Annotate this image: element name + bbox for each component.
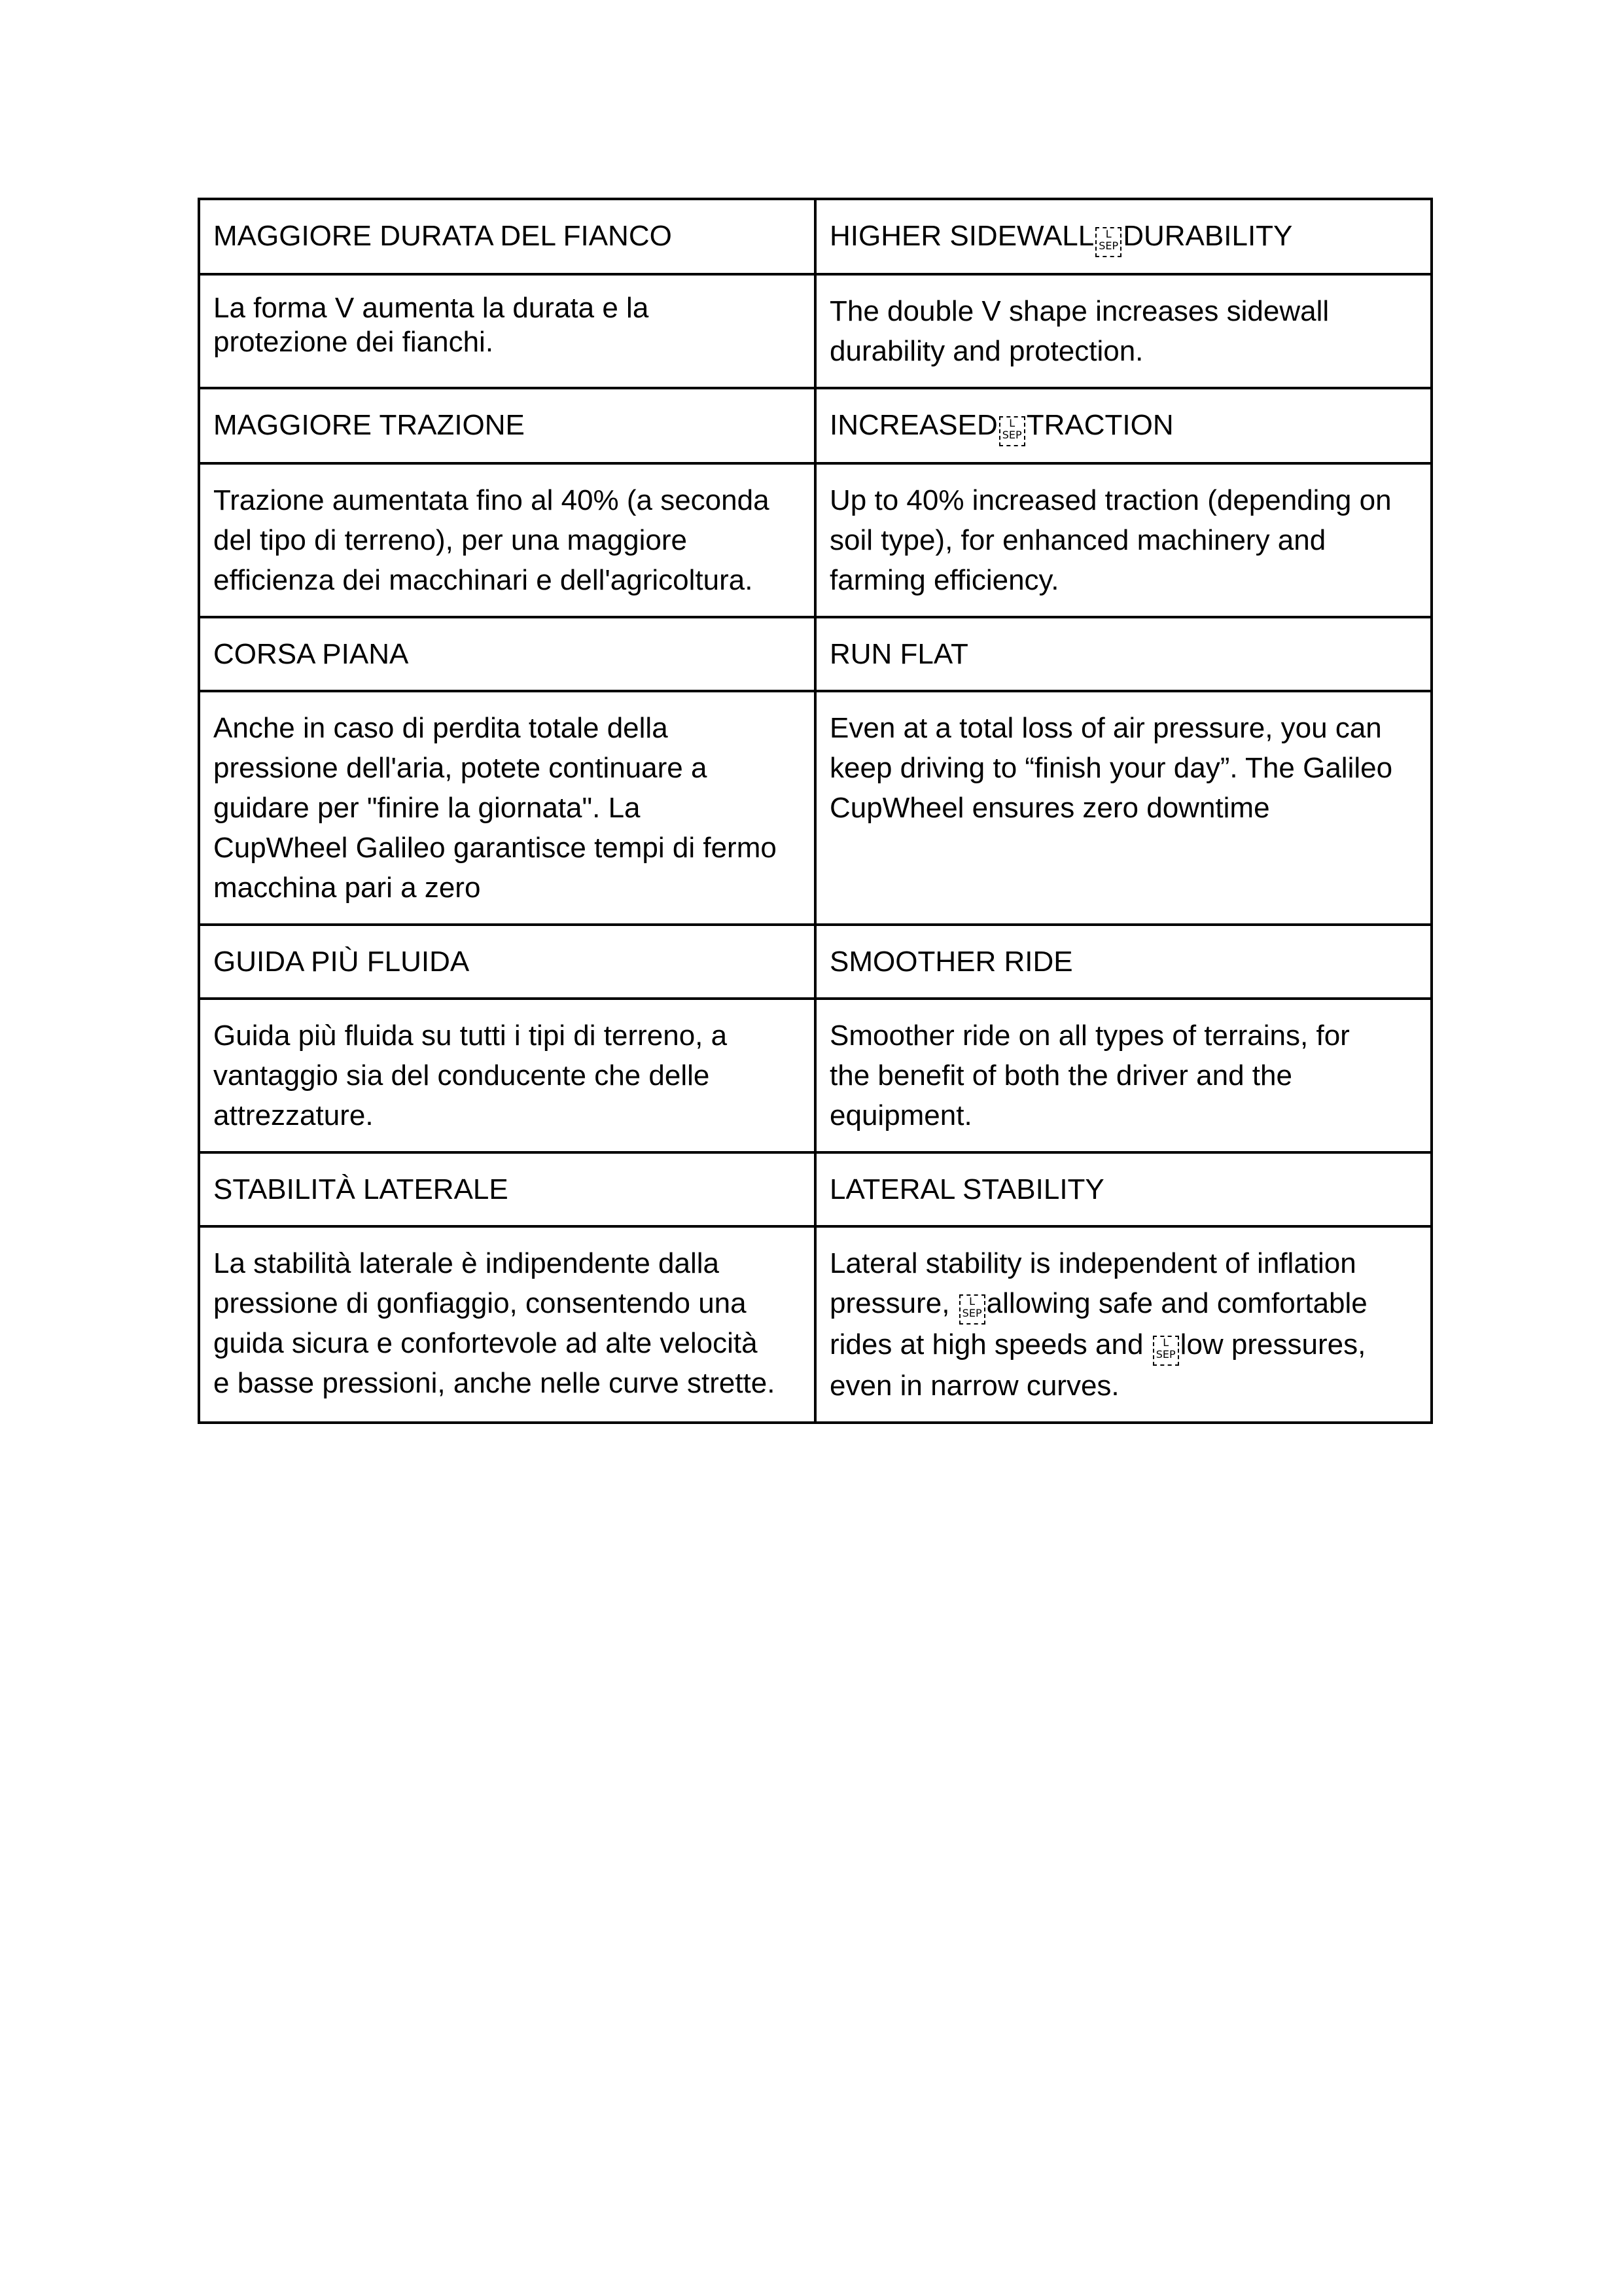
italian-heading-cell (199, 617, 815, 691)
table-row (199, 199, 1432, 274)
italian-heading: STABILITÀ LATERALE (213, 1173, 508, 1205)
english-body-cell (815, 691, 1432, 925)
english-heading: RUN FLAT (830, 638, 968, 670)
english-heading-cell (815, 388, 1432, 463)
english-body-cell (815, 463, 1432, 617)
text-fragment: INCREASED (830, 409, 998, 441)
separator-glyph-icon: L SEP (959, 1294, 985, 1325)
english-heading-cell (815, 925, 1432, 999)
italian-body: Guida più fluida su tutti i tipi di terreno, a vantaggio sia del conducente che delle attrezzature. (213, 1020, 728, 1131)
table-row (199, 1152, 1432, 1226)
separator-glyph-icon: L SEP (1095, 227, 1121, 257)
english-body (830, 1243, 1417, 1406)
english-heading-cell (815, 199, 1432, 274)
italian-heading-cell (199, 199, 815, 274)
italian-heading-cell (199, 388, 815, 463)
english-heading: SMOOTHER RIDE (830, 946, 1073, 978)
english-body: Smoother ride on all types of terrains, for the benefit of both the driver and the equipment. (830, 1020, 1350, 1131)
english-heading (830, 216, 1417, 257)
english-body-cell (815, 274, 1432, 388)
separator-glyph-icon: L SEP (1153, 1336, 1179, 1366)
table-row (199, 999, 1432, 1152)
italian-body-cell (199, 463, 815, 617)
separator-glyph-icon: L SEP (999, 416, 1025, 446)
italian-heading: CORSA PIANA (213, 638, 409, 670)
translation-table (198, 198, 1433, 1424)
table-row (199, 617, 1432, 691)
table-row (199, 925, 1432, 999)
english-body: Up to 40% increased traction (depending on soil type), for enhanced machinery and farming efficiency. (830, 484, 1392, 596)
english-heading-cell (815, 617, 1432, 691)
italian-body: La stabilità laterale è indipendente dalla pressione di gonfiaggio, consentendo una guida sicura e confortevole ad alte velocità e basse pressioni, anche nelle curve strette. (213, 1247, 775, 1399)
italian-heading-cell (199, 1152, 815, 1226)
italian-body: Trazione aumentata fino al 40% (a seconda del tipo di terreno), per una maggiore efficienza dei macchinari e dell'agricoltura. (213, 484, 769, 596)
italian-heading: GUIDA PIÙ FLUIDA (213, 946, 470, 978)
text-fragment: low pressures, even in narrow curves. (830, 1328, 1366, 1402)
english-heading: LATERAL STABILITY (830, 1173, 1104, 1205)
italian-body-cell (199, 999, 815, 1152)
text-fragment: allowing safe and comfortable rides at high speeds and (830, 1287, 1368, 1361)
italian-heading: MAGGIORE TRAZIONE (213, 409, 525, 441)
italian-body-cell (199, 274, 815, 388)
italian-body-cell (199, 1226, 815, 1423)
text-fragment: TRACTION (1026, 409, 1174, 441)
table-row (199, 388, 1432, 463)
english-body-cell (815, 1226, 1432, 1423)
italian-body: La forma V aumenta la durata e la protezione dei fianchi. (213, 292, 649, 358)
italian-body: Anche in caso di perdita totale della pressione dell'aria, potete continuare a guidare per "finire la giornata". La CupWheel Galileo garantisce tempi di fermo macchina pari a zero (213, 712, 777, 904)
english-body-cell (815, 999, 1432, 1152)
table-row (199, 1226, 1432, 1423)
italian-heading-cell (199, 925, 815, 999)
table-row (199, 463, 1432, 617)
text-fragment: DURABILITY (1123, 220, 1293, 252)
english-heading (830, 405, 1417, 446)
table-row (199, 691, 1432, 925)
italian-body-cell (199, 691, 815, 925)
english-body: The double V shape increases sidewall durability and protection. (830, 295, 1330, 367)
italian-heading: MAGGIORE DURATA DEL FIANCO (213, 220, 672, 252)
text-fragment: HIGHER SIDEWALL (830, 220, 1095, 252)
text-fragment: Lateral stability is independent of inflation pressure, (830, 1247, 1356, 1319)
english-heading-cell (815, 1152, 1432, 1226)
english-body: Even at a total loss of air pressure, you can keep driving to “finish your day”. The Galileo CupWheel ensures zero downtime (830, 712, 1393, 824)
table-row (199, 274, 1432, 388)
